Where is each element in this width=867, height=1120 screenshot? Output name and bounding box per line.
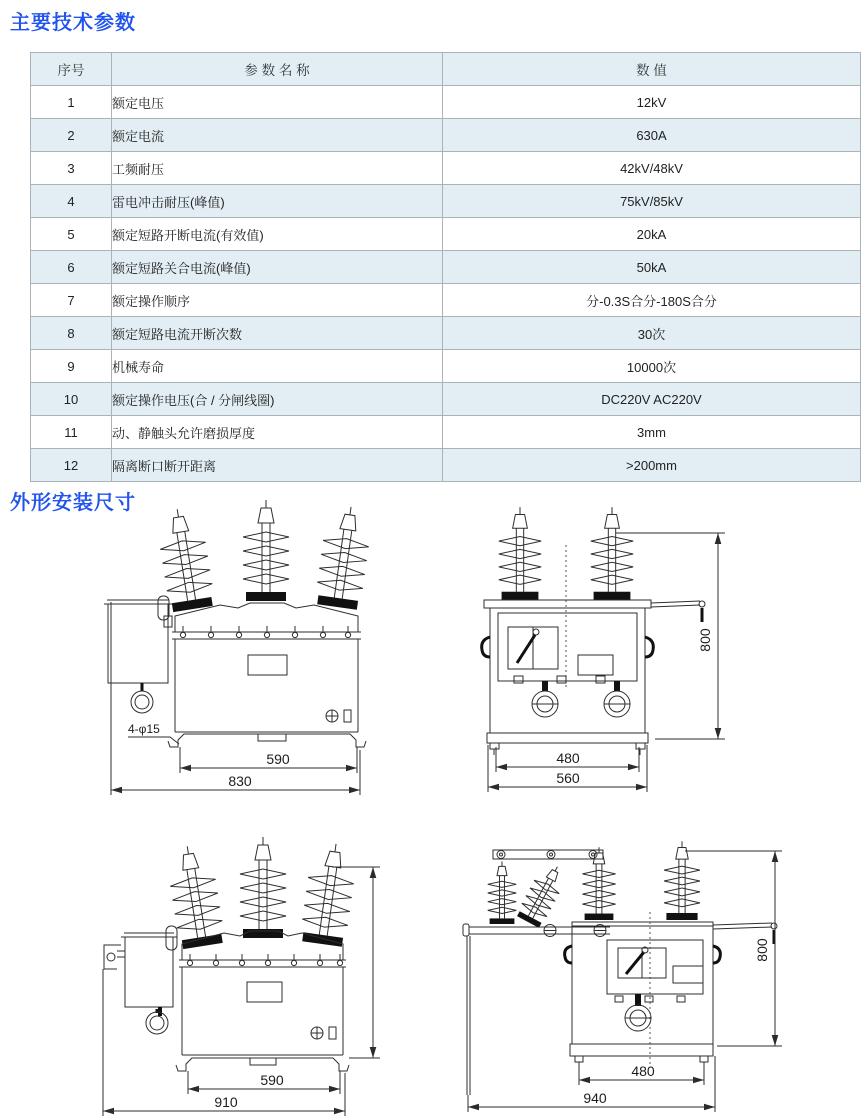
cell-no: 2 <box>31 119 112 152</box>
cell-value: >200mm <box>443 449 861 482</box>
cell-value: 50kA <box>443 251 861 284</box>
cell-no: 5 <box>31 218 112 251</box>
cell-value: 630A <box>443 119 861 152</box>
table-row <box>31 317 861 350</box>
lifting-lug <box>565 946 572 963</box>
drawing-side-view-560 <box>450 515 867 815</box>
cell-no: 11 <box>31 416 112 449</box>
dim-label-800: 800 <box>697 628 713 652</box>
cell-value: 3mm <box>443 416 861 449</box>
cell-no: 10 <box>31 383 112 416</box>
base-skid <box>176 1055 349 1071</box>
cell-value: 75kV/85kV <box>443 185 861 218</box>
nameplate <box>248 655 287 675</box>
base-skid <box>168 732 366 747</box>
cell-value: 30次 <box>443 317 861 350</box>
cell-name: 机械寿命 <box>112 350 443 383</box>
dimension-940 <box>468 1056 715 1112</box>
table-row <box>31 218 861 251</box>
dimension-480 <box>496 747 639 772</box>
tank-front <box>158 596 361 732</box>
table-row <box>31 86 861 119</box>
cell-no: 4 <box>31 185 112 218</box>
section-title-parameters: 主要技术参数 <box>10 12 136 34</box>
cell-no: 3 <box>31 152 112 185</box>
cell-name: 额定操作电压(合 / 分闸线圈) <box>112 383 443 416</box>
dim-label-590: 590 <box>260 1072 284 1088</box>
dimension-drawings-panel <box>0 515 867 1120</box>
section-title-dimensions: 外形安装尺寸 <box>10 492 136 514</box>
cell-name: 工频耐压 <box>112 152 443 185</box>
pull-ring <box>146 1012 168 1034</box>
table-row <box>31 152 861 185</box>
header-no: 序号 <box>31 53 112 86</box>
ground-symbol <box>326 710 351 722</box>
cell-no: 7 <box>31 284 112 317</box>
table-row <box>31 350 861 383</box>
cable-knob <box>532 681 558 717</box>
table-header-row <box>31 53 861 86</box>
tank-side <box>482 600 705 733</box>
nameplate <box>247 982 282 1002</box>
hole-callout <box>128 722 179 744</box>
drawing-front-view-830 <box>80 520 450 810</box>
table-row <box>31 449 861 482</box>
lifting-lug <box>645 637 653 657</box>
table-row <box>31 284 861 317</box>
cell-name: 额定短路电流开断次数 <box>112 317 443 350</box>
cable-knob <box>625 994 651 1031</box>
dim-label-590: 590 <box>266 751 290 767</box>
side-arm <box>651 601 705 622</box>
dim-label-560: 560 <box>556 770 580 786</box>
cell-no: 8 <box>31 317 112 350</box>
dimension-590 <box>188 1071 340 1094</box>
dimension-480 <box>579 1063 704 1085</box>
cell-value: 分-0.3S合分-180S合分 <box>443 284 861 317</box>
cell-value: 20kA <box>443 218 861 251</box>
cell-no: 1 <box>31 86 112 119</box>
pull-ring <box>131 691 153 713</box>
dim-label-940: 940 <box>583 1090 607 1106</box>
cell-name: 额定短路开断电流(有效值) <box>112 218 443 251</box>
drawing-front-view-910 <box>0 845 445 1120</box>
table-row <box>31 383 861 416</box>
parameters-table <box>30 52 861 482</box>
cell-no: 9 <box>31 350 112 383</box>
insulator <box>582 841 700 920</box>
cell-name: 雷电冲击耐压(峰值) <box>112 185 443 218</box>
cell-value: 12kV <box>443 86 861 119</box>
operating-lever <box>517 635 535 663</box>
cell-value: 42kV/48kV <box>443 152 861 185</box>
dim-label-800: 800 <box>754 938 770 962</box>
cell-no: 12 <box>31 449 112 482</box>
control-box <box>104 933 177 1034</box>
header-name: 参 数 名 称 <box>112 53 443 86</box>
cell-name: 隔离断口断开距离 <box>112 449 443 482</box>
table-row <box>31 185 861 218</box>
mechanism-panel <box>498 613 637 681</box>
dimension-height <box>332 867 380 1058</box>
hole-label-4-phi15: 4-φ15 <box>128 722 160 736</box>
cell-value: 10000次 <box>443 350 861 383</box>
dim-label-830: 830 <box>228 773 252 789</box>
lifting-lug <box>482 637 490 657</box>
header-value: 数 值 <box>443 53 861 86</box>
cell-name: 额定操作顺序 <box>112 284 443 317</box>
dimension-910 <box>103 969 345 1116</box>
control-box <box>104 600 172 713</box>
cell-no: 6 <box>31 251 112 284</box>
table-row <box>31 251 861 284</box>
dim-label-480: 480 <box>556 750 580 766</box>
pipe-assembly <box>463 924 610 1095</box>
cell-name: 额定电压 <box>112 86 443 119</box>
table-row <box>31 119 861 152</box>
cell-name: 额定电流 <box>112 119 443 152</box>
ground-symbol <box>311 1027 336 1039</box>
table-row <box>31 416 861 449</box>
tilted-insulator <box>515 860 570 929</box>
drawing-side-view-940 <box>445 840 867 1120</box>
insulator <box>164 837 358 950</box>
lifting-lug <box>713 946 720 963</box>
cell-value: DC220V AC220V <box>443 383 861 416</box>
dim-label-480: 480 <box>631 1063 655 1079</box>
cell-name: 额定短路关合电流(峰值) <box>112 251 443 284</box>
dimension-800 <box>616 533 725 739</box>
insulator <box>154 500 373 613</box>
dim-label-910: 910 <box>214 1094 238 1110</box>
operating-lever <box>626 952 644 974</box>
cable-knob <box>604 681 630 717</box>
dimension-590 <box>180 747 357 773</box>
dimension-800 <box>685 851 782 1046</box>
cell-name: 动、静触头允许磨损厚度 <box>112 416 443 449</box>
side-bracket <box>104 945 125 969</box>
